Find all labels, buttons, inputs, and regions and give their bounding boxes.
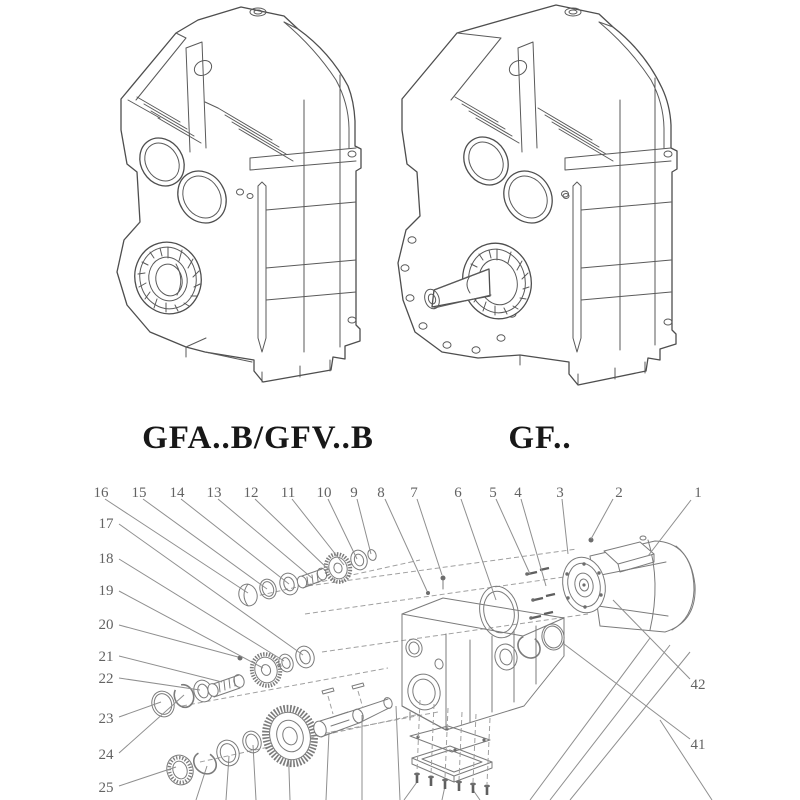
callout-16: 16 [93,485,109,501]
callout-23: 23 [98,711,114,727]
callout-2: 2 [615,485,623,501]
callout-leader-17 [119,524,303,655]
callout-24: 24 [98,747,114,763]
callout-19: 19 [98,583,114,599]
callout-42: 42 [690,677,706,693]
callout-leader-5 [496,499,530,574]
callout-12: 12 [243,485,259,501]
callout-leader-13 [218,499,312,578]
callout-9: 9 [350,485,358,501]
callout-leader-16 [105,499,248,593]
callout-leader-11 [292,499,344,565]
callout-layer [94,485,706,796]
callout-leader-9 [357,499,371,554]
callout-41: 41 [690,737,706,753]
exploded-parts-diagram [94,485,713,800]
model-label-gfab: GFA..B/GFV..B [142,420,374,456]
reducer-isometric-view-gf [398,5,677,385]
callout-25: 25 [98,780,114,796]
callout-leader-12 [255,499,330,571]
callout-14: 14 [169,485,185,501]
model-label-gf: GF.. [508,420,572,456]
gearcase-housing [402,576,564,796]
callout-13: 13 [206,485,222,501]
callout-17: 17 [98,516,114,532]
callout-leader-15 [143,499,267,589]
callout-18: 18 [98,551,114,567]
callout-3: 3 [556,485,564,501]
callout-6: 6 [454,485,462,501]
callout-1: 1 [694,485,702,501]
motor-side-parts [475,536,695,672]
callout-leader-7 [417,499,442,575]
callout-20: 20 [98,617,114,633]
callout-11: 11 [280,485,296,501]
motor-studs [528,568,555,618]
callout-5: 5 [489,485,497,501]
callout-15: 15 [131,485,147,501]
callout-leader-2 [591,499,613,539]
motor [558,536,695,632]
assembly-axis-lines [182,549,588,762]
callout-leader-20 [119,625,238,657]
callout-7: 7 [410,485,418,501]
callout-8: 8 [377,485,385,501]
reducer-isometric-view-gfab [117,7,361,382]
callout-leader-41 [564,644,690,739]
callout-leader-14 [181,499,289,584]
callout-leader-25 [119,767,176,786]
callout-leader-21 [119,656,222,682]
callout-10: 10 [316,485,332,501]
callout-4: 4 [514,485,522,501]
callout-leader-8 [385,499,427,591]
callout-leader-18 [119,559,284,661]
callout-leader-22 [119,678,200,690]
callout-leader-19 [119,591,263,668]
callout-leader-23 [119,702,161,717]
callout-leader-6 [461,499,496,600]
callout-leader-3 [562,499,568,554]
callout-22: 22 [98,671,114,687]
callout-21: 21 [98,649,114,665]
